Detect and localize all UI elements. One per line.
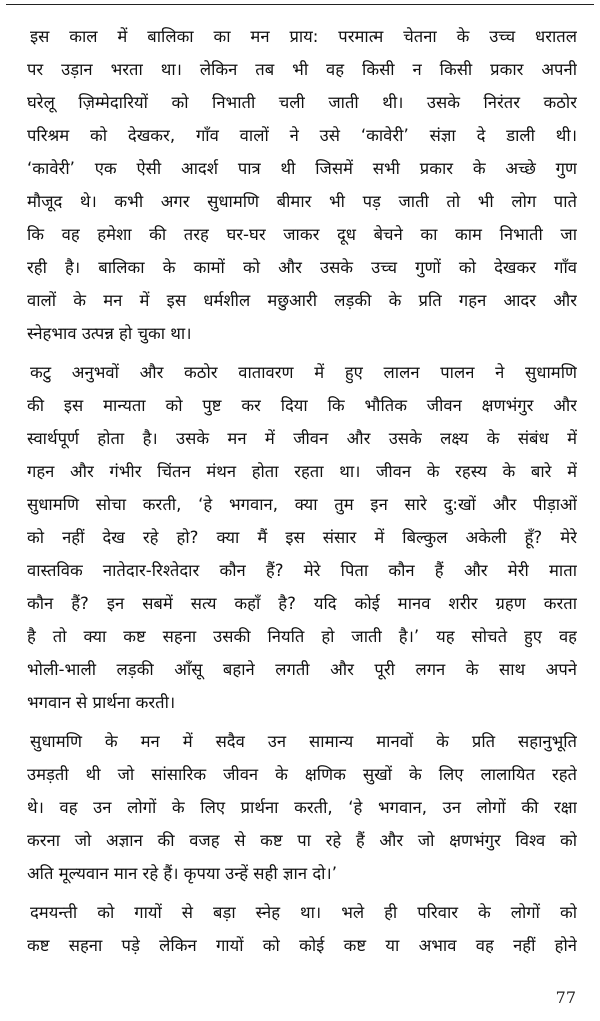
text-line: स्नेहभाव उत्पन्न हो चुका था। xyxy=(27,324,192,343)
text-line: कौन हैं? इन सबमें सत्य कहाँ है? यदि कोई मानव शरीर ग्रहण करता xyxy=(27,594,577,613)
text-line: पर उड़ान भरता था। लेकिन तब भी वह किसी न किसी प्रकार अपनी xyxy=(27,60,577,79)
text-line: थे। वह उन लोगों के लिए प्रार्थना करती, ‘हे भगवान, उन लोगों की रक्षा xyxy=(27,798,577,817)
page-body xyxy=(27,20,577,962)
text-line: परिश्रम को देखकर, गाँव वालों ने उसे ‘कावेरी’ संज्ञा दे डाली थी। xyxy=(27,126,577,145)
text-line: वास्तविक नातेदार-रिश्तेदार कौन हैं? मेरे पिता कौन हैं और मेरी माता xyxy=(27,561,577,580)
text-line: स्वार्थपूर्ण होता है। उसके मन में जीवन और उसके लक्ष्य के संबंध में xyxy=(27,429,577,448)
text-line: रही है। बालिका के कामों को और उसके उच्च गुणों को देखकर गाँव xyxy=(27,258,577,277)
text-line: ‘कावेरी’ एक ऐसी आदर्श पात्र थी जिसमें सभी प्रकार के अच्छे गुण xyxy=(27,159,577,178)
text-line: सुधामणि सोचा करती, ‘हे भगवान, क्या तुम इन सारे दु:खों और पीड़ाओं xyxy=(27,495,577,514)
text-line: कष्ट सहना पड़े लेकिन गायों को कोई कष्ट या अभाव वह नहीं होने xyxy=(27,936,577,955)
text-line: कि वह हमेशा की तरह घर-घर जाकर दूध बेचने का काम निभाती जा xyxy=(27,225,577,244)
text-line: अति मूल्यवान मान रहे हैं। कृपया उन्हें सही ज्ञान दो।’ xyxy=(27,864,337,883)
text-line: उमड़ती थी जो सांसारिक जीवन के क्षणिक सुखों के लिए लालायित रहते xyxy=(27,765,577,784)
text-line: गहन और गंभीर चिंतन मंथन होता रहता था। जीवन के रहस्य के बारे में xyxy=(27,462,577,481)
text-line: दमयन्ती को गायों से बड़ा स्नेह था। भले ही परिवार के लोगों को xyxy=(30,903,577,922)
paragraph xyxy=(27,20,577,350)
text-line: भगवान से प्रार्थना करती। xyxy=(27,693,176,712)
paragraph xyxy=(27,356,577,719)
text-line: की इस मान्यता को पुष्ट कर दिया कि भौतिक जीवन क्षणभंगुर और xyxy=(27,396,577,415)
text-line: मौजूद थे। कभी अगर सुधामणि बीमार भी पड़ जाती तो भी लोग पाते xyxy=(27,192,577,211)
top-rule xyxy=(6,4,594,5)
text-line: सुधामणि के मन में सदैव उन सामान्य मानवों के प्रति सहानुभूति xyxy=(30,732,577,751)
paragraph xyxy=(27,725,577,890)
text-line: करना जो अज्ञान की वजह से कष्ट पा रहे हैं और जो क्षणभंगुर विश्व को xyxy=(27,831,577,850)
text-line: वालों के मन में इस धर्मशील मछुआरी लड़की के प्रति गहन आदर और xyxy=(27,291,577,310)
text-line: घरेलू ज़िम्मेदारियों को निभाती चली जाती थी। उसके निरंतर कठोर xyxy=(27,93,577,112)
text-line: कटु अनुभवों और कठोर वातावरण में हुए लालन पालन ने सुधामणि xyxy=(30,363,577,382)
paragraph xyxy=(27,896,577,962)
page-number: 77 xyxy=(555,988,576,1007)
text-line: है तो क्या कष्ट सहना उसकी नियति हो जाती है।’ यह सोचते हुए वह xyxy=(27,627,577,646)
text-line: इस काल में बालिका का मन प्राय: परमात्म चेतना के उच्च धरातल xyxy=(30,27,577,46)
text-line: को नहीं देख रहे हो? क्या मैं इस संसार में बिल्कुल अकेली हूँ? मेरे xyxy=(27,528,577,547)
text-line: भोली-भाली लड़की आँसू बहाने लगती और पूरी लगन के साथ अपने xyxy=(27,660,577,679)
